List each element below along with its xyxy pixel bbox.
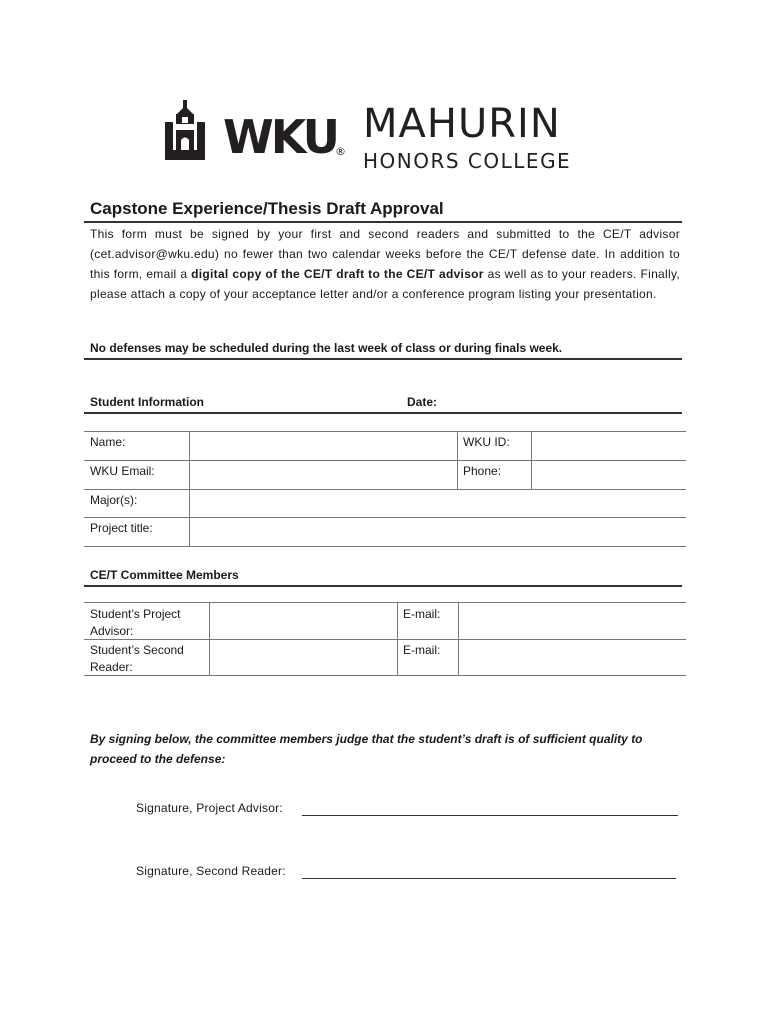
date-field[interactable] <box>450 390 680 412</box>
notice-rule <box>84 358 682 360</box>
intro-text-bold: digital copy of the CE/T draft to the CE/T advisor <box>191 267 484 281</box>
committee-heading: CE/T Committee Members <box>90 568 239 582</box>
logo-honors-college-text: HONORS COLLEGE <box>363 149 572 173</box>
reader-signature-line[interactable] <box>302 878 676 879</box>
phone-label: Phone: <box>463 464 502 478</box>
name-field[interactable] <box>190 432 456 459</box>
intro-text-1: This form must be signed by your first and second readers and submitted to the CE/T advisor (cet.advisor@wku.edu) no fewer than two calendar weeks before the CE/T defense date. In addition to this form, email a <box>90 227 680 281</box>
reader-email-label: E-mail: <box>403 643 441 657</box>
advisor-signature-label: Signature, Project Advisor: <box>136 801 283 815</box>
intro-text-2: as well as to your readers. Finally, please attach a copy of your acceptance letter and/or a conference program listing your presentation. <box>90 267 680 301</box>
signing-declaration: By signing below, the committee members judge that the student’s draft is of sufficient quality to proceed to the defense: <box>90 732 643 766</box>
phone-field[interactable] <box>532 461 684 488</box>
wku-id-field[interactable] <box>532 432 684 459</box>
advisor-signature-line[interactable] <box>302 815 678 816</box>
reader-name-field[interactable] <box>210 640 396 674</box>
defense-notice: No defenses may be scheduled during the last week of class or during finals week. <box>90 341 563 355</box>
reader-label-line2: Reader: <box>90 660 133 674</box>
advisor-name-field[interactable] <box>210 603 396 638</box>
majors-field[interactable] <box>190 490 684 516</box>
wku-email-field[interactable] <box>190 461 456 488</box>
advisor-email-label: E-mail: <box>403 607 441 621</box>
logo-wku-text: WKU <box>223 110 337 164</box>
table-line <box>84 546 686 547</box>
reader-label-line1: Student’s Second <box>90 643 184 657</box>
advisor-label-line1: Student’s Project <box>90 607 181 621</box>
committee-rule <box>84 585 682 587</box>
wku-mahurin-logo <box>163 100 608 178</box>
name-label: Name: <box>90 435 126 449</box>
form-title: Capstone Experience/Thesis Draft Approval <box>90 199 444 218</box>
student-info-rule <box>84 412 682 414</box>
advisor-email-field[interactable] <box>459 603 684 638</box>
tower-icon <box>163 100 221 162</box>
table-line <box>84 675 686 676</box>
title-rule <box>84 221 682 223</box>
majors-label: Major(s): <box>90 493 138 507</box>
advisor-label-line2: Advisor: <box>90 624 134 638</box>
registered-mark: ® <box>335 145 346 158</box>
table-line <box>457 431 458 489</box>
table-line <box>397 602 398 675</box>
project-title-field[interactable] <box>190 518 684 545</box>
reader-email-field[interactable] <box>459 640 684 674</box>
intro-paragraph <box>90 224 680 304</box>
logo-mahurin-text: MAHURIN <box>363 101 561 147</box>
date-label: Date: <box>407 395 438 409</box>
reader-signature-label: Signature, Second Reader: <box>136 864 286 878</box>
project-title-label: Project title: <box>90 521 153 535</box>
student-info-heading: Student Information <box>90 395 204 409</box>
wku-email-label: WKU Email: <box>90 464 155 478</box>
wku-id-label: WKU ID: <box>463 435 510 449</box>
